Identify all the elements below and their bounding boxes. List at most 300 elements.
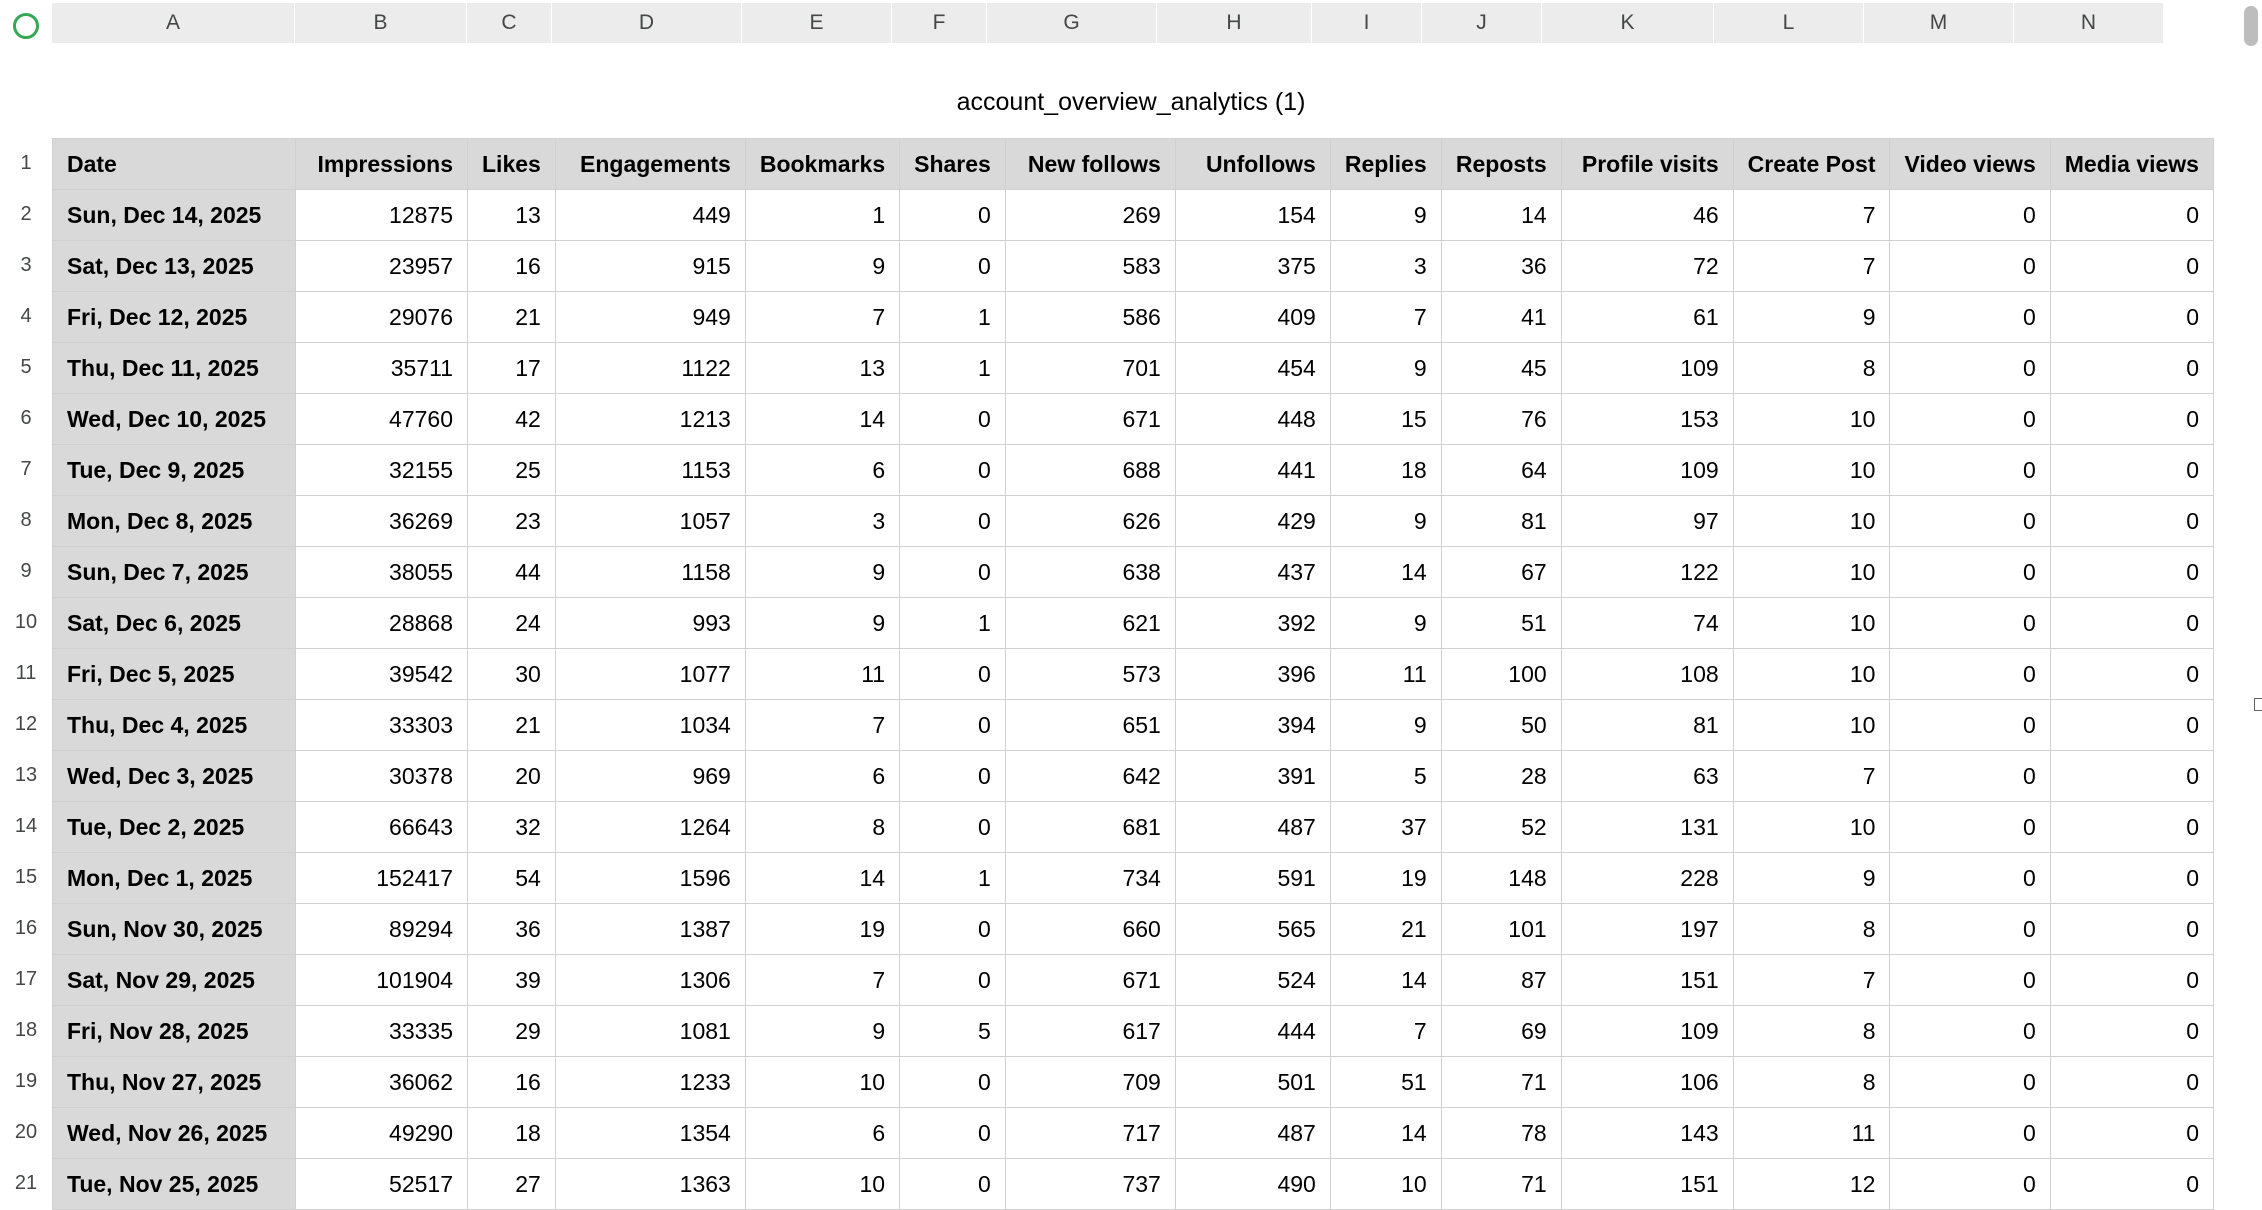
cell-value[interactable]: 0: [2050, 955, 2213, 1006]
cell-value[interactable]: 0: [900, 955, 1006, 1006]
cell-value[interactable]: 81: [1441, 496, 1561, 547]
cell-value[interactable]: 583: [1005, 241, 1175, 292]
cell-value[interactable]: 21: [1330, 904, 1441, 955]
cell-value[interactable]: 3: [745, 496, 899, 547]
cell-value[interactable]: 64: [1441, 445, 1561, 496]
cell-value[interactable]: 14: [1441, 190, 1561, 241]
cell-date[interactable]: Sat, Dec 13, 2025: [53, 241, 296, 292]
cell-value[interactable]: 154: [1175, 190, 1330, 241]
cell-value[interactable]: 18: [1330, 445, 1441, 496]
cell-value[interactable]: 681: [1005, 802, 1175, 853]
row-number[interactable]: 4: [20, 305, 32, 327]
cell-value[interactable]: 0: [2050, 496, 2213, 547]
cell-value[interactable]: 0: [1890, 445, 2050, 496]
cell-value[interactable]: 394: [1175, 700, 1330, 751]
cell-value[interactable]: 8: [745, 802, 899, 853]
row-number[interactable]: 7: [20, 458, 32, 480]
cell-value[interactable]: 69: [1441, 1006, 1561, 1057]
cell-value[interactable]: 32: [468, 802, 556, 853]
cell-value[interactable]: 501: [1175, 1057, 1330, 1108]
cell-value[interactable]: 429: [1175, 496, 1330, 547]
cell-value[interactable]: 148: [1441, 853, 1561, 904]
cell-value[interactable]: 10: [1733, 496, 1890, 547]
cell-value[interactable]: 19: [745, 904, 899, 955]
cell-value[interactable]: 49290: [296, 1108, 468, 1159]
cell-value[interactable]: 18: [468, 1108, 556, 1159]
column-header-h[interactable]: H: [1157, 3, 1312, 43]
cell-value[interactable]: 14: [1330, 955, 1441, 1006]
cell-value[interactable]: 7: [1733, 241, 1890, 292]
cell-date[interactable]: Fri, Nov 28, 2025: [53, 1006, 296, 1057]
cell-value[interactable]: 993: [555, 598, 745, 649]
cell-value[interactable]: 626: [1005, 496, 1175, 547]
cell-value[interactable]: 0: [1890, 292, 2050, 343]
row-number[interactable]: 18: [14, 1019, 38, 1041]
cell-value[interactable]: 23957: [296, 241, 468, 292]
select-all-corner[interactable]: [0, 0, 52, 52]
cell-value[interactable]: 8: [1733, 343, 1890, 394]
cell-value[interactable]: 586: [1005, 292, 1175, 343]
cell-value[interactable]: 949: [555, 292, 745, 343]
cell-value[interactable]: 0: [2050, 649, 2213, 700]
cell-value[interactable]: 76: [1441, 394, 1561, 445]
cell-value[interactable]: 122: [1561, 547, 1733, 598]
cell-value[interactable]: 10: [1733, 598, 1890, 649]
cell-value[interactable]: 8: [1733, 904, 1890, 955]
cell-value[interactable]: 228: [1561, 853, 1733, 904]
cell-value[interactable]: 0: [1890, 955, 2050, 1006]
cell-date[interactable]: Sun, Dec 14, 2025: [53, 190, 296, 241]
cell-value[interactable]: 7: [1733, 190, 1890, 241]
cell-value[interactable]: 30378: [296, 751, 468, 802]
cell-value[interactable]: 10: [1733, 394, 1890, 445]
row-number[interactable]: 11: [15, 662, 37, 684]
cell-value[interactable]: 1: [900, 598, 1006, 649]
cell-value[interactable]: 25: [468, 445, 556, 496]
cell-value[interactable]: 6: [745, 445, 899, 496]
cell-value[interactable]: 392: [1175, 598, 1330, 649]
cell-value[interactable]: 709: [1005, 1057, 1175, 1108]
cell-value[interactable]: 109: [1561, 343, 1733, 394]
cell-value[interactable]: 0: [1890, 802, 2050, 853]
cell-value[interactable]: 0: [1890, 394, 2050, 445]
cell-value[interactable]: 0: [900, 496, 1006, 547]
cell-value[interactable]: 0: [2050, 292, 2213, 343]
cell-value[interactable]: 11: [745, 649, 899, 700]
cell-value[interactable]: 17: [468, 343, 556, 394]
cell-value[interactable]: 0: [1890, 1108, 2050, 1159]
cell-value[interactable]: 10: [745, 1159, 899, 1210]
cell-value[interactable]: 63: [1561, 751, 1733, 802]
cell-value[interactable]: 0: [2050, 904, 2213, 955]
cell-value[interactable]: 8: [1733, 1057, 1890, 1108]
cell-value[interactable]: 409: [1175, 292, 1330, 343]
cell-value[interactable]: 10: [1733, 445, 1890, 496]
cell-value[interactable]: 81: [1561, 700, 1733, 751]
cell-value[interactable]: 1306: [555, 955, 745, 1006]
cell-value[interactable]: 0: [2050, 445, 2213, 496]
cell-value[interactable]: 52517: [296, 1159, 468, 1210]
cell-value[interactable]: 0: [900, 1159, 1006, 1210]
cell-value[interactable]: 11: [1330, 649, 1441, 700]
cell-value[interactable]: 16: [468, 241, 556, 292]
cell-value[interactable]: 0: [2050, 1108, 2213, 1159]
cell-value[interactable]: 1081: [555, 1006, 745, 1057]
cell-value[interactable]: 33335: [296, 1006, 468, 1057]
cell-value[interactable]: 0: [1890, 649, 2050, 700]
cell-value[interactable]: 71: [1441, 1057, 1561, 1108]
cell-value[interactable]: 688: [1005, 445, 1175, 496]
cell-date[interactable]: Mon, Dec 1, 2025: [53, 853, 296, 904]
cell-value[interactable]: 449: [555, 190, 745, 241]
cell-value[interactable]: 9: [1733, 853, 1890, 904]
cell-value[interactable]: 78: [1441, 1108, 1561, 1159]
cell-value[interactable]: 89294: [296, 904, 468, 955]
cell-value[interactable]: 14: [1330, 547, 1441, 598]
cell-value[interactable]: 1: [745, 190, 899, 241]
cell-value[interactable]: 0: [2050, 853, 2213, 904]
cell-value[interactable]: 0: [1890, 598, 2050, 649]
cell-value[interactable]: 0: [2050, 1006, 2213, 1057]
cell-value[interactable]: 42: [468, 394, 556, 445]
cell-value[interactable]: 1596: [555, 853, 745, 904]
cell-value[interactable]: 0: [2050, 802, 2213, 853]
cell-value[interactable]: 651: [1005, 700, 1175, 751]
cell-value[interactable]: 108: [1561, 649, 1733, 700]
cell-value[interactable]: 61: [1561, 292, 1733, 343]
cell-date[interactable]: Fri, Dec 12, 2025: [53, 292, 296, 343]
cell-value[interactable]: 701: [1005, 343, 1175, 394]
row-number[interactable]: 10: [14, 611, 38, 633]
cell-value[interactable]: 1057: [555, 496, 745, 547]
cell-value[interactable]: 621: [1005, 598, 1175, 649]
cell-value[interactable]: 74: [1561, 598, 1733, 649]
vertical-scrollbar[interactable]: [2244, 6, 2258, 46]
cell-value[interactable]: 0: [1890, 343, 2050, 394]
cell-value[interactable]: 490: [1175, 1159, 1330, 1210]
fill-handle[interactable]: [2254, 698, 2262, 711]
cell-value[interactable]: 1077: [555, 649, 745, 700]
cell-value[interactable]: 10: [1733, 700, 1890, 751]
cell-value[interactable]: 9: [1330, 598, 1441, 649]
cell-value[interactable]: 131: [1561, 802, 1733, 853]
cell-value[interactable]: 101904: [296, 955, 468, 1006]
cell-value[interactable]: 0: [900, 547, 1006, 598]
cell-value[interactable]: 1034: [555, 700, 745, 751]
cell-value[interactable]: 9: [745, 598, 899, 649]
cell-value[interactable]: 153: [1561, 394, 1733, 445]
cell-value[interactable]: 151: [1561, 1159, 1733, 1210]
cell-value[interactable]: 0: [900, 1057, 1006, 1108]
row-number[interactable]: 12: [14, 713, 38, 735]
cell-value[interactable]: 0: [2050, 241, 2213, 292]
cell-value[interactable]: 0: [2050, 598, 2213, 649]
cell-value[interactable]: 7: [745, 292, 899, 343]
cell-value[interactable]: 0: [1890, 1006, 2050, 1057]
cell-value[interactable]: 448: [1175, 394, 1330, 445]
cell-value[interactable]: 29076: [296, 292, 468, 343]
cell-value[interactable]: 28: [1441, 751, 1561, 802]
cell-value[interactable]: 36269: [296, 496, 468, 547]
cell-value[interactable]: 36: [468, 904, 556, 955]
cell-value[interactable]: 671: [1005, 955, 1175, 1006]
cell-value[interactable]: 51: [1330, 1057, 1441, 1108]
cell-value[interactable]: 524: [1175, 955, 1330, 1006]
row-number[interactable]: 20: [14, 1121, 38, 1143]
cell-value[interactable]: 54: [468, 853, 556, 904]
row-number[interactable]: 19: [14, 1070, 38, 1092]
cell-date[interactable]: Mon, Dec 8, 2025: [53, 496, 296, 547]
cell-value[interactable]: 7: [1733, 751, 1890, 802]
cell-value[interactable]: 50: [1441, 700, 1561, 751]
cell-value[interactable]: 16: [468, 1057, 556, 1108]
column-header-f[interactable]: F: [892, 3, 987, 43]
cell-value[interactable]: 0: [2050, 394, 2213, 445]
cell-value[interactable]: 1233: [555, 1057, 745, 1108]
cell-value[interactable]: 734: [1005, 853, 1175, 904]
cell-value[interactable]: 109: [1561, 445, 1733, 496]
cell-value[interactable]: 46: [1561, 190, 1733, 241]
cell-value[interactable]: 11: [1733, 1108, 1890, 1159]
cell-value[interactable]: 52: [1441, 802, 1561, 853]
cell-value[interactable]: 915: [555, 241, 745, 292]
cell-value[interactable]: 36: [1441, 241, 1561, 292]
cell-date[interactable]: Wed, Nov 26, 2025: [53, 1108, 296, 1159]
cell-value[interactable]: 7: [1330, 292, 1441, 343]
cell-value[interactable]: 9: [745, 241, 899, 292]
cell-value[interactable]: 10: [1330, 1159, 1441, 1210]
cell-value[interactable]: 391: [1175, 751, 1330, 802]
cell-value[interactable]: 1264: [555, 802, 745, 853]
cell-value[interactable]: 9: [1330, 190, 1441, 241]
cell-value[interactable]: 39: [468, 955, 556, 1006]
cell-value[interactable]: 67: [1441, 547, 1561, 598]
column-header-d[interactable]: D: [552, 3, 742, 43]
cell-value[interactable]: 106: [1561, 1057, 1733, 1108]
cell-value[interactable]: 0: [900, 649, 1006, 700]
cell-value[interactable]: 14: [745, 853, 899, 904]
cell-value[interactable]: 0: [900, 904, 1006, 955]
cell-value[interactable]: 642: [1005, 751, 1175, 802]
cell-value[interactable]: 5: [900, 1006, 1006, 1057]
column-header-l[interactable]: L: [1714, 3, 1864, 43]
cell-value[interactable]: 14: [745, 394, 899, 445]
cell-value[interactable]: 87: [1441, 955, 1561, 1006]
row-number[interactable]: 8: [20, 509, 32, 531]
cell-value[interactable]: 109: [1561, 1006, 1733, 1057]
cell-value[interactable]: 27: [468, 1159, 556, 1210]
cell-date[interactable]: Wed, Dec 3, 2025: [53, 751, 296, 802]
cell-value[interactable]: 41: [1441, 292, 1561, 343]
cell-value[interactable]: 14: [1330, 1108, 1441, 1159]
cell-value[interactable]: 0: [900, 190, 1006, 241]
cell-value[interactable]: 1158: [555, 547, 745, 598]
cell-value[interactable]: 0: [2050, 751, 2213, 802]
cell-value[interactable]: 6: [745, 1108, 899, 1159]
cell-value[interactable]: 37: [1330, 802, 1441, 853]
cell-value[interactable]: 7: [1733, 955, 1890, 1006]
cell-value[interactable]: 10: [1733, 649, 1890, 700]
cell-value[interactable]: 0: [900, 700, 1006, 751]
column-header-c[interactable]: C: [467, 3, 552, 43]
cell-value[interactable]: 1213: [555, 394, 745, 445]
cell-value[interactable]: 7: [745, 955, 899, 1006]
cell-value[interactable]: 9: [1330, 343, 1441, 394]
cell-date[interactable]: Sun, Nov 30, 2025: [53, 904, 296, 955]
cell-value[interactable]: 97: [1561, 496, 1733, 547]
cell-value[interactable]: 8: [1733, 1006, 1890, 1057]
cell-value[interactable]: 660: [1005, 904, 1175, 955]
cell-value[interactable]: 143: [1561, 1108, 1733, 1159]
cell-date[interactable]: Thu, Nov 27, 2025: [53, 1057, 296, 1108]
cell-date[interactable]: Sat, Nov 29, 2025: [53, 955, 296, 1006]
row-number[interactable]: 3: [20, 254, 32, 276]
row-number[interactable]: 1: [20, 152, 32, 174]
cell-value[interactable]: 1354: [555, 1108, 745, 1159]
cell-value[interactable]: 0: [1890, 853, 2050, 904]
row-number[interactable]: 16: [14, 917, 38, 939]
column-header-j[interactable]: J: [1422, 3, 1542, 43]
cell-value[interactable]: 0: [900, 751, 1006, 802]
cell-value[interactable]: 21: [468, 292, 556, 343]
cell-value[interactable]: 0: [1890, 751, 2050, 802]
cell-value[interactable]: 487: [1175, 1108, 1330, 1159]
cell-value[interactable]: 101: [1441, 904, 1561, 955]
cell-value[interactable]: 44: [468, 547, 556, 598]
cell-value[interactable]: 30: [468, 649, 556, 700]
cell-date[interactable]: Sun, Dec 7, 2025: [53, 547, 296, 598]
cell-value[interactable]: 24: [468, 598, 556, 649]
cell-date[interactable]: Thu, Dec 11, 2025: [53, 343, 296, 394]
row-number[interactable]: 13: [14, 764, 38, 786]
cell-value[interactable]: 573: [1005, 649, 1175, 700]
cell-value[interactable]: 12875: [296, 190, 468, 241]
cell-value[interactable]: 0: [1890, 496, 2050, 547]
cell-value[interactable]: 565: [1175, 904, 1330, 955]
cell-value[interactable]: 13: [468, 190, 556, 241]
cell-value[interactable]: 1122: [555, 343, 745, 394]
cell-value[interactable]: 717: [1005, 1108, 1175, 1159]
cell-value[interactable]: 151: [1561, 955, 1733, 1006]
cell-value[interactable]: 375: [1175, 241, 1330, 292]
column-header-a[interactable]: A: [52, 3, 295, 43]
cell-value[interactable]: 21: [468, 700, 556, 751]
cell-value[interactable]: 0: [1890, 1057, 2050, 1108]
cell-value[interactable]: 3: [1330, 241, 1441, 292]
cell-value[interactable]: 0: [2050, 1057, 2213, 1108]
cell-value[interactable]: 45: [1441, 343, 1561, 394]
cell-value[interactable]: 1363: [555, 1159, 745, 1210]
cell-value[interactable]: 591: [1175, 853, 1330, 904]
cell-value[interactable]: 36062: [296, 1057, 468, 1108]
column-header-m[interactable]: M: [1864, 3, 2014, 43]
cell-date[interactable]: Tue, Dec 9, 2025: [53, 445, 296, 496]
cell-value[interactable]: 671: [1005, 394, 1175, 445]
row-number[interactable]: 2: [20, 203, 32, 225]
cell-value[interactable]: 638: [1005, 547, 1175, 598]
cell-value[interactable]: 0: [900, 1108, 1006, 1159]
cell-value[interactable]: 10: [745, 1057, 899, 1108]
column-header-i[interactable]: I: [1312, 3, 1422, 43]
cell-date[interactable]: Fri, Dec 5, 2025: [53, 649, 296, 700]
cell-value[interactable]: 0: [2050, 700, 2213, 751]
cell-value[interactable]: 487: [1175, 802, 1330, 853]
cell-value[interactable]: 1153: [555, 445, 745, 496]
cell-value[interactable]: 29: [468, 1006, 556, 1057]
cell-date[interactable]: Wed, Dec 10, 2025: [53, 394, 296, 445]
cell-value[interactable]: 9: [1733, 292, 1890, 343]
cell-value[interactable]: 444: [1175, 1006, 1330, 1057]
cell-value[interactable]: 28868: [296, 598, 468, 649]
cell-value[interactable]: 0: [2050, 1159, 2213, 1210]
column-header-b[interactable]: B: [295, 3, 467, 43]
cell-value[interactable]: 71: [1441, 1159, 1561, 1210]
cell-value[interactable]: 269: [1005, 190, 1175, 241]
cell-value[interactable]: 1: [900, 853, 1006, 904]
cell-value[interactable]: 13: [745, 343, 899, 394]
cell-value[interactable]: 969: [555, 751, 745, 802]
cell-value[interactable]: 20: [468, 751, 556, 802]
row-number[interactable]: 5: [20, 356, 32, 378]
column-header-n[interactable]: N: [2014, 3, 2164, 43]
cell-value[interactable]: 9: [1330, 496, 1441, 547]
cell-value[interactable]: 7: [745, 700, 899, 751]
cell-value[interactable]: 0: [1890, 904, 2050, 955]
row-number[interactable]: 9: [20, 560, 32, 582]
cell-value[interactable]: 0: [1890, 700, 2050, 751]
cell-value[interactable]: 35711: [296, 343, 468, 394]
cell-value[interactable]: 0: [1890, 241, 2050, 292]
cell-value[interactable]: 10: [1733, 802, 1890, 853]
cell-value[interactable]: 15: [1330, 394, 1441, 445]
cell-value[interactable]: 100: [1441, 649, 1561, 700]
cell-value[interactable]: 6: [745, 751, 899, 802]
cell-value[interactable]: 39542: [296, 649, 468, 700]
cell-value[interactable]: 19: [1330, 853, 1441, 904]
cell-value[interactable]: 66643: [296, 802, 468, 853]
cell-value[interactable]: 441: [1175, 445, 1330, 496]
cell-value[interactable]: 396: [1175, 649, 1330, 700]
cell-value[interactable]: 23: [468, 496, 556, 547]
cell-value[interactable]: 454: [1175, 343, 1330, 394]
cell-value[interactable]: 7: [1330, 1006, 1441, 1057]
cell-value[interactable]: 0: [1890, 190, 2050, 241]
cell-value[interactable]: 0: [2050, 190, 2213, 241]
cell-value[interactable]: 32155: [296, 445, 468, 496]
cell-value[interactable]: 1387: [555, 904, 745, 955]
cell-value[interactable]: 0: [2050, 343, 2213, 394]
cell-date[interactable]: Sat, Dec 6, 2025: [53, 598, 296, 649]
row-number[interactable]: 6: [20, 407, 32, 429]
cell-value[interactable]: 0: [1890, 547, 2050, 598]
cell-date[interactable]: Tue, Dec 2, 2025: [53, 802, 296, 853]
cell-date[interactable]: Tue, Nov 25, 2025: [53, 1159, 296, 1210]
cell-value[interactable]: 737: [1005, 1159, 1175, 1210]
cell-value[interactable]: 10: [1733, 547, 1890, 598]
cell-value[interactable]: 0: [900, 241, 1006, 292]
cell-value[interactable]: 0: [2050, 547, 2213, 598]
cell-value[interactable]: 152417: [296, 853, 468, 904]
cell-value[interactable]: 38055: [296, 547, 468, 598]
row-number[interactable]: 17: [14, 968, 38, 990]
cell-date[interactable]: Thu, Dec 4, 2025: [53, 700, 296, 751]
cell-value[interactable]: 9: [745, 1006, 899, 1057]
column-header-e[interactable]: E: [742, 3, 892, 43]
cell-value[interactable]: 197: [1561, 904, 1733, 955]
cell-value[interactable]: 33303: [296, 700, 468, 751]
cell-value[interactable]: 0: [1890, 1159, 2050, 1210]
cell-value[interactable]: 1: [900, 292, 1006, 343]
